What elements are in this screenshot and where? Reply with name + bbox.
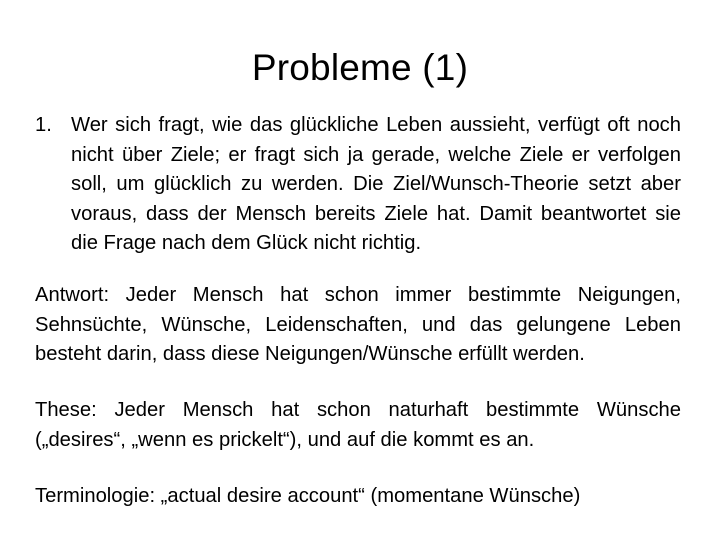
terminology-paragraph: Terminologie: „actual desire account“ (momentane Wünsche) — [35, 485, 581, 507]
answer-paragraph: Antwort: Jeder Mensch hat schon immer bestimmte Neigungen, Sehnsüchte, Wünsche, Leidenschaften, und das gelungene Leben besteht darin, dass diese Neigungen/Wünsche erfüllt werden. — [35, 284, 681, 365]
slide-title: Probleme (1) — [251, 47, 469, 88]
list-item-number: 1. — [35, 114, 52, 136]
numbered-list-item — [35, 111, 681, 259]
list-item-text: Wer sich fragt, wie das glückliche Leben aussieht, verfügt oft noch nicht über Ziele; er fragt sich ja gerade, welche Ziele er verfolgen soll, um glücklich zu werden. Die Ziel/Wunsch-Theorie setzt aber voraus, dass der Mensch bereits Ziele hat. Damit beantwortet sie die Frage nach dem Glück nicht richtig. — [71, 114, 681, 254]
thesis-paragraph: These: Jeder Mensch hat schon naturhaft bestimmte Wünsche („desires“, „wenn es prickelt“), und auf die kommt es an. — [35, 399, 681, 451]
